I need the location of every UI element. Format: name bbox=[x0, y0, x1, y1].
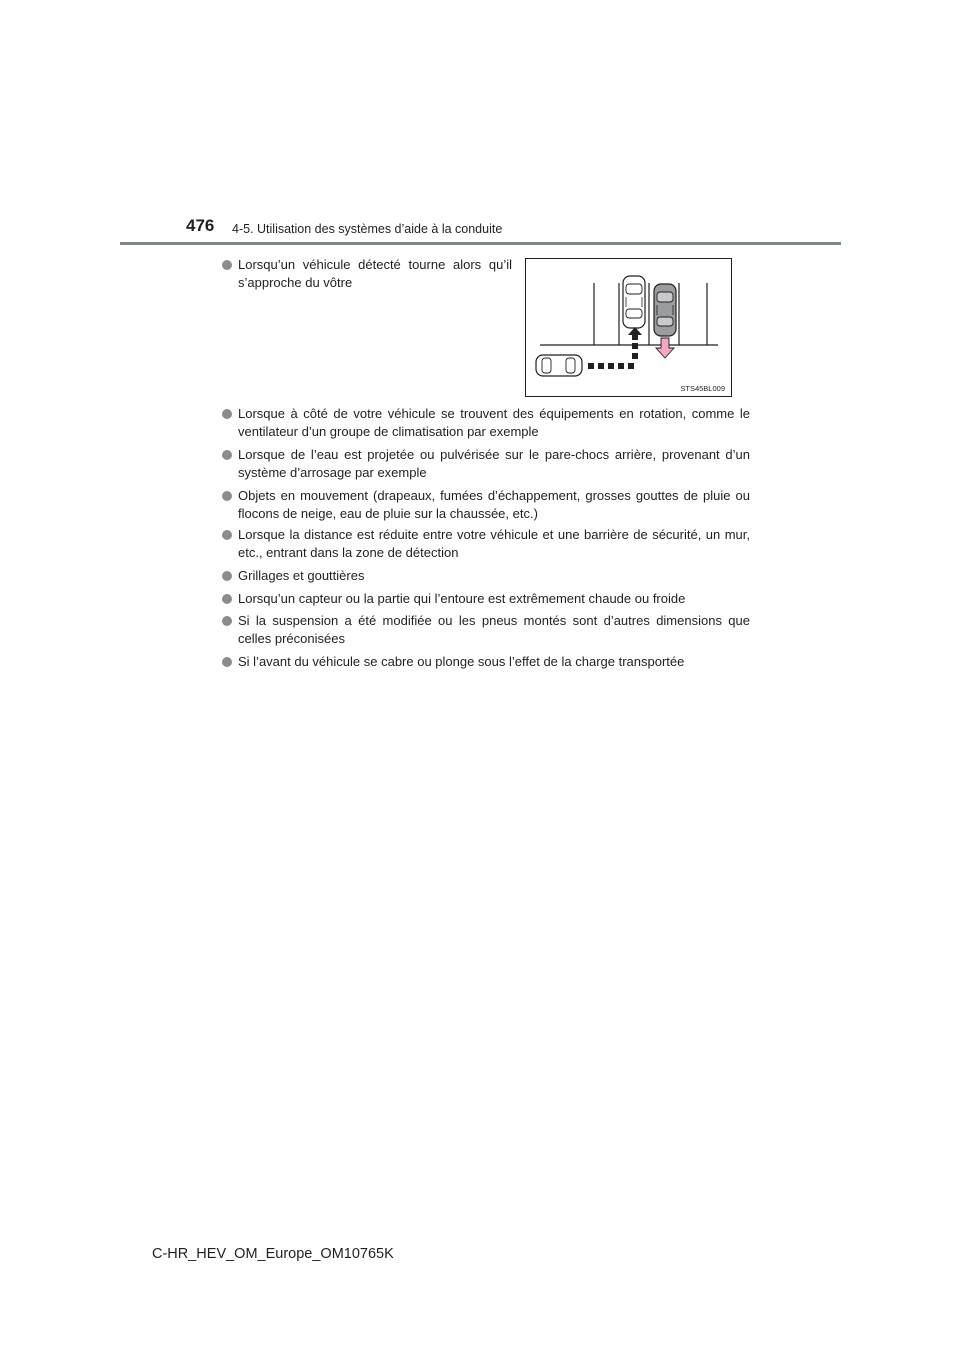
parking-illustration bbox=[525, 258, 732, 397]
list-item bbox=[222, 653, 750, 671]
own-car-icon bbox=[654, 284, 676, 336]
bullet-icon bbox=[222, 491, 232, 501]
list-item-text: Objets en mouvement (drapeaux, fumées d’échappement, grosses gouttes de pluie ou flocons de neige, eau de pluie sur la chaussée, etc.) bbox=[238, 488, 750, 521]
list-item-text: Lorsqu’un capteur ou la partie qui l’entoure est extrêmement chaude ou froide bbox=[238, 591, 686, 606]
bullet-icon bbox=[222, 530, 232, 540]
path-dots bbox=[588, 343, 638, 369]
list-item-text: Lorsque de l’eau est projetée ou pulvérisée sur le pare-chocs arrière, provenant d’un système d’arrosage par exemple bbox=[238, 447, 750, 480]
list-item bbox=[222, 590, 750, 608]
list-item bbox=[222, 487, 750, 523]
bullet-icon bbox=[222, 571, 232, 581]
list-item bbox=[222, 256, 512, 292]
section-title: 4-5. Utilisation des systèmes d’aide à la conduite bbox=[232, 222, 503, 236]
list-item-text: Lorsque à côté de votre véhicule se trouvent des équipements en rotation, comme le ventilateur d’un groupe de climatisation par exemple bbox=[238, 406, 750, 439]
page-number: 476 bbox=[186, 216, 215, 235]
turn-arrow-icon bbox=[628, 327, 642, 340]
list-item-text: Lorsqu’un véhicule détecté tourne alors qu’il s’approche du vôtre bbox=[238, 257, 512, 290]
list-item bbox=[222, 567, 750, 585]
bullet-icon bbox=[222, 657, 232, 667]
footer-doc-id: C-HR_HEV_OM_Europe_OM10765K bbox=[152, 1246, 394, 1262]
bullet-icon bbox=[222, 450, 232, 460]
list-item-text: Grillages et gouttières bbox=[238, 568, 365, 583]
list-item bbox=[222, 405, 750, 441]
detected-car-icon bbox=[623, 276, 645, 328]
header-divider bbox=[120, 242, 841, 245]
list-item bbox=[222, 526, 750, 562]
figure-code: STS45BL009 bbox=[680, 384, 725, 393]
bullet-icon bbox=[222, 260, 232, 270]
list-item bbox=[222, 612, 750, 648]
bullet-icon bbox=[222, 594, 232, 604]
list-item bbox=[222, 446, 750, 482]
bullet-icon bbox=[222, 616, 232, 626]
list-item-text: Lorsque la distance est réduite entre votre véhicule et une barrière de sécurité, un mur, etc., entrant dans la zone de détection bbox=[238, 527, 750, 560]
approaching-car-icon bbox=[536, 355, 582, 376]
bullet-icon bbox=[222, 409, 232, 419]
parking-diagram bbox=[526, 259, 733, 398]
reverse-arrow-icon bbox=[656, 338, 674, 358]
list-item-text: Si l’avant du véhicule se cabre ou plonge sous l’effet de la charge transportée bbox=[238, 654, 685, 669]
list-item-text: Si la suspension a été modifiée ou les pneus montés sont d’autres dimensions que celles préconisées bbox=[238, 613, 750, 646]
